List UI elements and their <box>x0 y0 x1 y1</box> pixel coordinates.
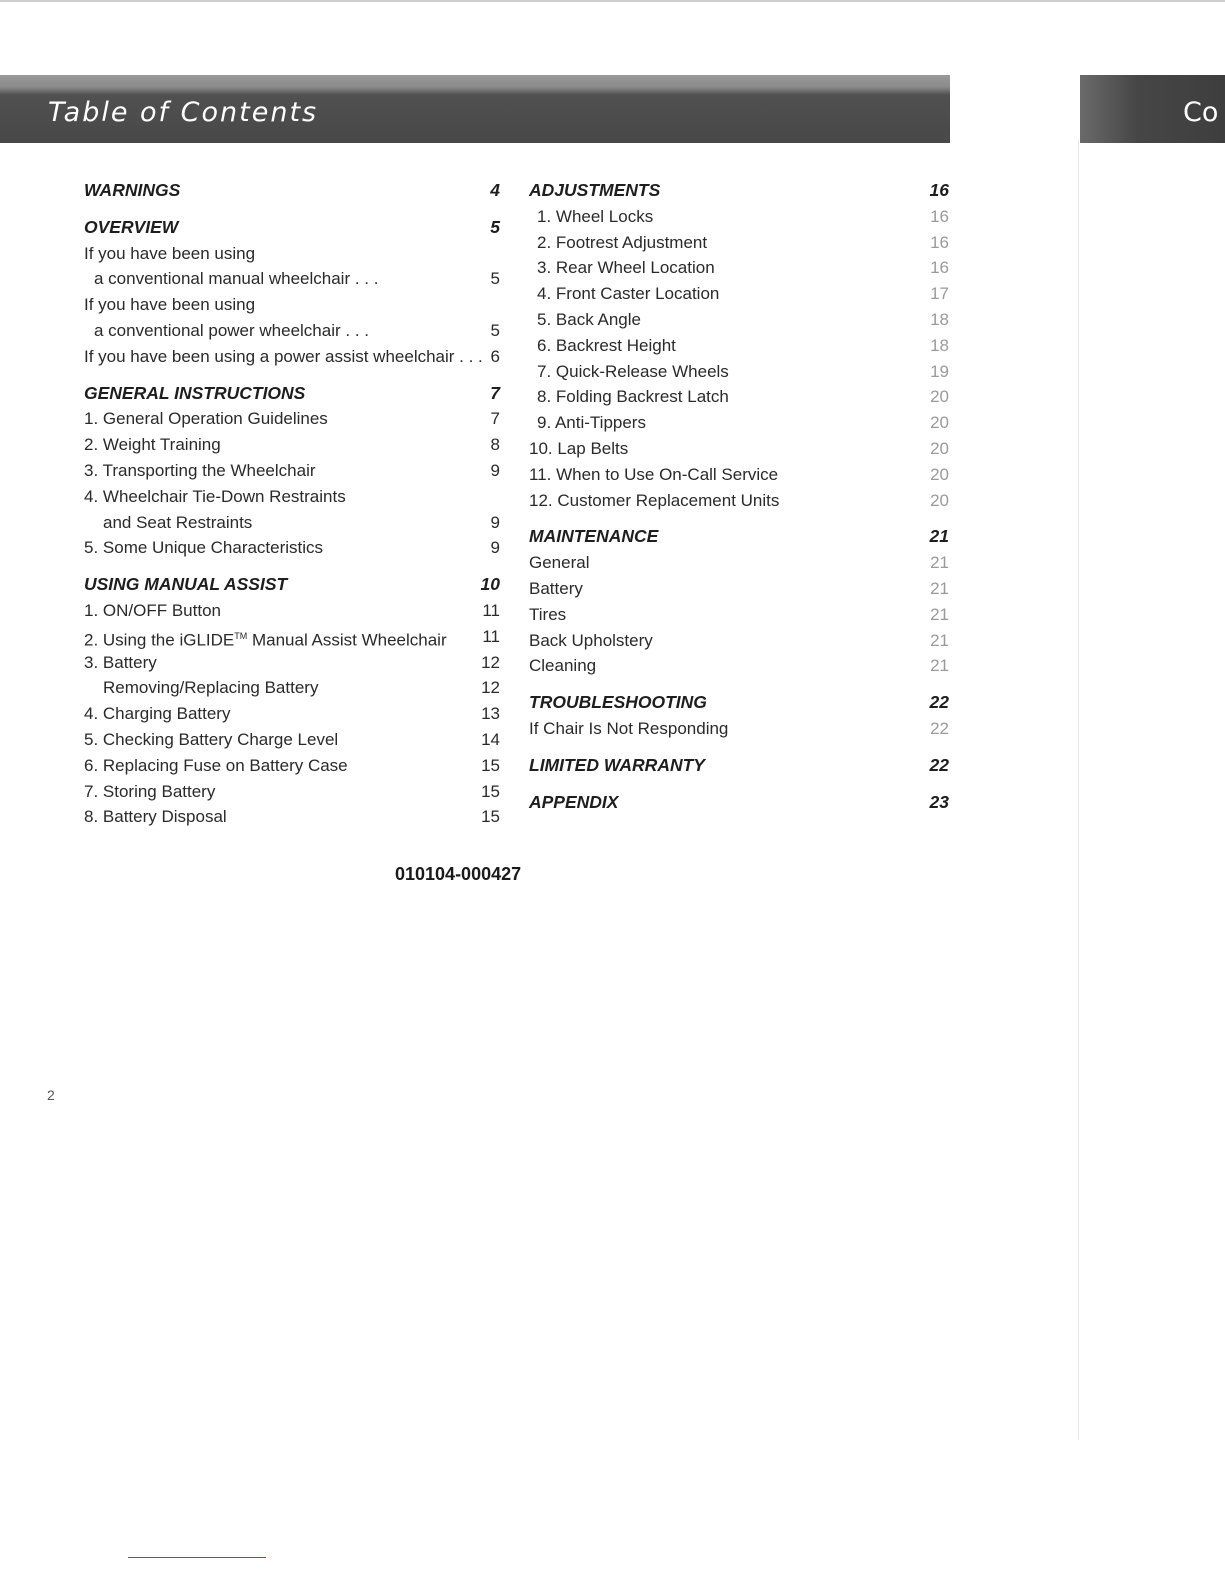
toc-entry[interactable] <box>529 550 949 576</box>
toc-entry[interactable] <box>84 624 500 650</box>
toc-page-number: 16 <box>930 206 949 226</box>
toc-entry[interactable] <box>84 292 500 318</box>
toc-entry[interactable] <box>84 344 500 370</box>
toc-entry[interactable] <box>84 650 500 676</box>
toc-entry-label: GENERAL INSTRUCTIONS <box>84 382 306 403</box>
toc-page-number: 21 <box>930 578 949 598</box>
top-edge-line <box>0 0 1225 2</box>
toc-section-entry[interactable] <box>84 381 500 407</box>
toc-entry[interactable] <box>529 576 949 602</box>
toc-right-column <box>529 178 949 815</box>
toc-entry-label: 5. Back Angle <box>537 309 641 329</box>
toc-entry-label: ADJUSTMENTS <box>529 180 661 200</box>
toc-page-number: 4 <box>490 180 500 200</box>
toc-entry[interactable] <box>529 602 949 628</box>
toc-page-number: 21 <box>930 553 949 573</box>
toc-section-entry[interactable] <box>84 178 500 204</box>
toc-entry[interactable] <box>529 488 949 514</box>
toc-entry-label: 11. When to Use On-Call Service <box>529 464 779 484</box>
toc-entry-label: 2. Weight Training <box>84 435 221 455</box>
toc-page-number: 9 <box>490 512 500 532</box>
toc-entry-label: General <box>529 553 590 573</box>
toc-page-number: 6 <box>490 346 500 366</box>
toc-section-entry[interactable] <box>529 690 949 716</box>
toc-page-number: 10 <box>480 574 500 595</box>
toc-section-entry[interactable] <box>529 753 949 779</box>
toc-entry-label: 8. Folding Backrest Latch <box>537 387 729 407</box>
toc-page-number: 23 <box>929 791 949 812</box>
toc-entry-label: LIMITED WARRANTY <box>529 754 705 775</box>
toc-entry-label: OVERVIEW <box>84 216 179 237</box>
toc-page-number: 12 <box>481 652 500 672</box>
toc-entry-label: 12. Customer Replacement Units <box>529 490 780 510</box>
toc-page-number: 15 <box>481 807 500 827</box>
toc-entry[interactable] <box>84 458 500 484</box>
toc-page-number: 22 <box>929 692 949 713</box>
toc-entry[interactable] <box>84 266 500 292</box>
toc-page-number: 20 <box>930 413 949 433</box>
toc-entry-label: 2. Using the iGLIDE <box>84 630 235 650</box>
toc-section-entry[interactable] <box>529 790 949 816</box>
toc-entry-label: and Seat Restraints <box>103 512 253 532</box>
toc-page-number: 16 <box>929 180 949 200</box>
toc-page-number: 8 <box>490 435 500 455</box>
toc-page-number: 15 <box>481 755 500 775</box>
toc-entry-label: Battery <box>529 578 583 598</box>
toc-entry-label: 5. Some Unique Characteristics <box>84 538 324 558</box>
toc-entry[interactable] <box>529 307 949 333</box>
toc-entry-label: a conventional power wheelchair . . . <box>94 320 369 340</box>
toc-entry-label: 9. Anti-Tippers <box>537 413 646 433</box>
toc-entry[interactable] <box>529 281 949 307</box>
toc-page-number: 21 <box>930 604 949 624</box>
toc-entry[interactable] <box>84 675 500 701</box>
toc-entry-label: 7. Quick-Release Wheels <box>537 361 729 381</box>
toc-entry-label: If you have been using a power assist wheelchair . . . <box>84 346 483 366</box>
toc-entry-label: 10. Lap Belts <box>529 438 629 458</box>
trademark-mark: TM <box>234 630 248 641</box>
toc-banner <box>0 75 950 143</box>
toc-page-number: 5 <box>490 269 500 289</box>
toc-entry[interactable] <box>84 535 500 561</box>
toc-entry-label: 1. General Operation Guidelines <box>84 409 328 429</box>
toc-entry[interactable] <box>84 701 500 727</box>
toc-page-number: 19 <box>930 361 949 381</box>
toc-entry-label: Tires <box>529 604 567 624</box>
toc-entry-label: 7. Storing Battery <box>84 781 216 801</box>
toc-page-number: 5 <box>490 320 500 340</box>
toc-entry-label: 8. Battery Disposal <box>84 807 227 827</box>
next-page-banner <box>1080 75 1225 143</box>
toc-entry-label: APPENDIX <box>529 791 619 812</box>
page-fold-edge <box>1078 140 1079 1440</box>
toc-entry[interactable] <box>529 230 949 256</box>
toc-page-number: 21 <box>930 630 949 650</box>
toc-page-number: 7 <box>490 409 500 429</box>
toc-page-number: 22 <box>929 754 949 775</box>
toc-entry-label: If Chair Is Not Responding <box>529 718 729 738</box>
toc-entry-label: Back Upholstery <box>529 630 653 650</box>
toc-entry-label: a conventional manual wheelchair . . . <box>94 269 379 289</box>
toc-entry[interactable] <box>529 436 949 462</box>
toc-entry-label: 5. Checking Battery Charge Level <box>84 729 339 749</box>
toc-entry[interactable] <box>529 384 949 410</box>
toc-section-entry[interactable] <box>84 215 500 241</box>
toc-entry[interactable] <box>84 727 500 753</box>
toc-entry[interactable] <box>529 333 949 359</box>
toc-page-number: 7 <box>490 382 500 403</box>
toc-page-number: 21 <box>929 526 949 547</box>
toc-page-number: 20 <box>930 490 949 510</box>
toc-page-number: 20 <box>930 438 949 458</box>
toc-entry[interactable] <box>84 510 500 536</box>
toc-entry[interactable] <box>84 318 500 344</box>
toc-page-number: 11 <box>482 600 500 620</box>
document-number: 010104-000427 <box>395 864 522 884</box>
next-page-title-fragment: Co <box>1183 97 1219 128</box>
page-title: Table of Contents <box>48 97 319 128</box>
toc-entry-label: 1. ON/OFF Button <box>84 600 221 620</box>
toc-entry[interactable] <box>84 432 500 458</box>
toc-page-number: 21 <box>930 656 949 676</box>
toc-entry[interactable] <box>84 484 500 510</box>
toc-entry-label: If you have been using <box>84 243 256 263</box>
toc-page-number: 13 <box>481 704 500 724</box>
toc-entry-label: 4. Charging Battery <box>84 704 231 724</box>
toc-page-number: 18 <box>930 309 949 329</box>
toc-entry-label: Removing/Replacing Battery <box>103 678 319 698</box>
toc-entry-label: 6. Replacing Fuse on Battery Case <box>84 755 348 775</box>
toc-page-number: 9 <box>490 538 500 558</box>
toc-entry-label: If you have been using <box>84 295 256 315</box>
toc-entry-label: MAINTENANCE <box>529 526 659 547</box>
page-number: 2 <box>47 1087 55 1103</box>
scan-artifact-line <box>128 1557 266 1558</box>
toc-entry[interactable] <box>529 716 949 742</box>
toc-entry[interactable] <box>529 410 949 436</box>
toc-page-number: 20 <box>930 387 949 407</box>
toc-entry[interactable] <box>84 241 500 267</box>
toc-page-number: 15 <box>481 781 500 801</box>
toc-page-number: 17 <box>930 284 949 304</box>
toc-section-entry[interactable] <box>529 524 949 550</box>
toc-entry[interactable] <box>529 204 949 230</box>
toc-entry[interactable] <box>529 255 949 281</box>
toc-entry-label: TROUBLESHOOTING <box>529 692 707 713</box>
toc-page-number: 20 <box>930 464 949 484</box>
toc-section-entry[interactable] <box>529 178 949 204</box>
toc-page-number: 16 <box>930 232 949 252</box>
toc-entry[interactable] <box>84 753 500 779</box>
toc-entry-label: USING MANUAL ASSIST <box>84 574 288 595</box>
toc-entry[interactable] <box>529 653 949 679</box>
toc-entry[interactable] <box>529 462 949 488</box>
toc-page-number: 14 <box>481 729 500 749</box>
toc-page-number: 9 <box>490 460 500 480</box>
toc-entry[interactable] <box>529 628 949 654</box>
toc-entry-label-continued: Manual Assist Wheelchair <box>247 630 447 650</box>
toc-page-number: 22 <box>930 718 949 738</box>
toc-entry[interactable] <box>84 406 500 432</box>
toc-section-entry[interactable] <box>84 572 500 598</box>
toc-left-column <box>84 178 500 830</box>
toc-entry[interactable] <box>529 359 949 385</box>
toc-entry-label: 4. Wheelchair Tie-Down Restraints <box>84 486 346 506</box>
toc-page-number: 12 <box>481 678 500 698</box>
toc-entry-label: 3. Battery <box>84 652 157 672</box>
toc-page-number: 16 <box>930 258 949 278</box>
toc-entry-label: 6. Backrest Height <box>537 335 676 355</box>
toc-entry[interactable] <box>84 804 500 830</box>
toc-entry[interactable] <box>84 779 500 805</box>
toc-entry-label: WARNINGS <box>84 180 181 200</box>
toc-entry-label: 4. Front Caster Location <box>537 284 720 304</box>
toc-page-number: 18 <box>930 335 949 355</box>
toc-entry[interactable] <box>84 598 500 624</box>
toc-page-number: 11 <box>482 626 500 646</box>
toc-entry-label: 3. Rear Wheel Location <box>537 258 715 278</box>
toc-page-number: 5 <box>490 216 500 237</box>
toc-entry-label: Cleaning <box>529 656 597 676</box>
toc-entry-label: 3. Transporting the Wheelchair <box>84 460 316 480</box>
toc-entry-label: 1. Wheel Locks <box>537 206 654 226</box>
toc-entry-label: 2. Footrest Adjustment <box>537 232 708 252</box>
